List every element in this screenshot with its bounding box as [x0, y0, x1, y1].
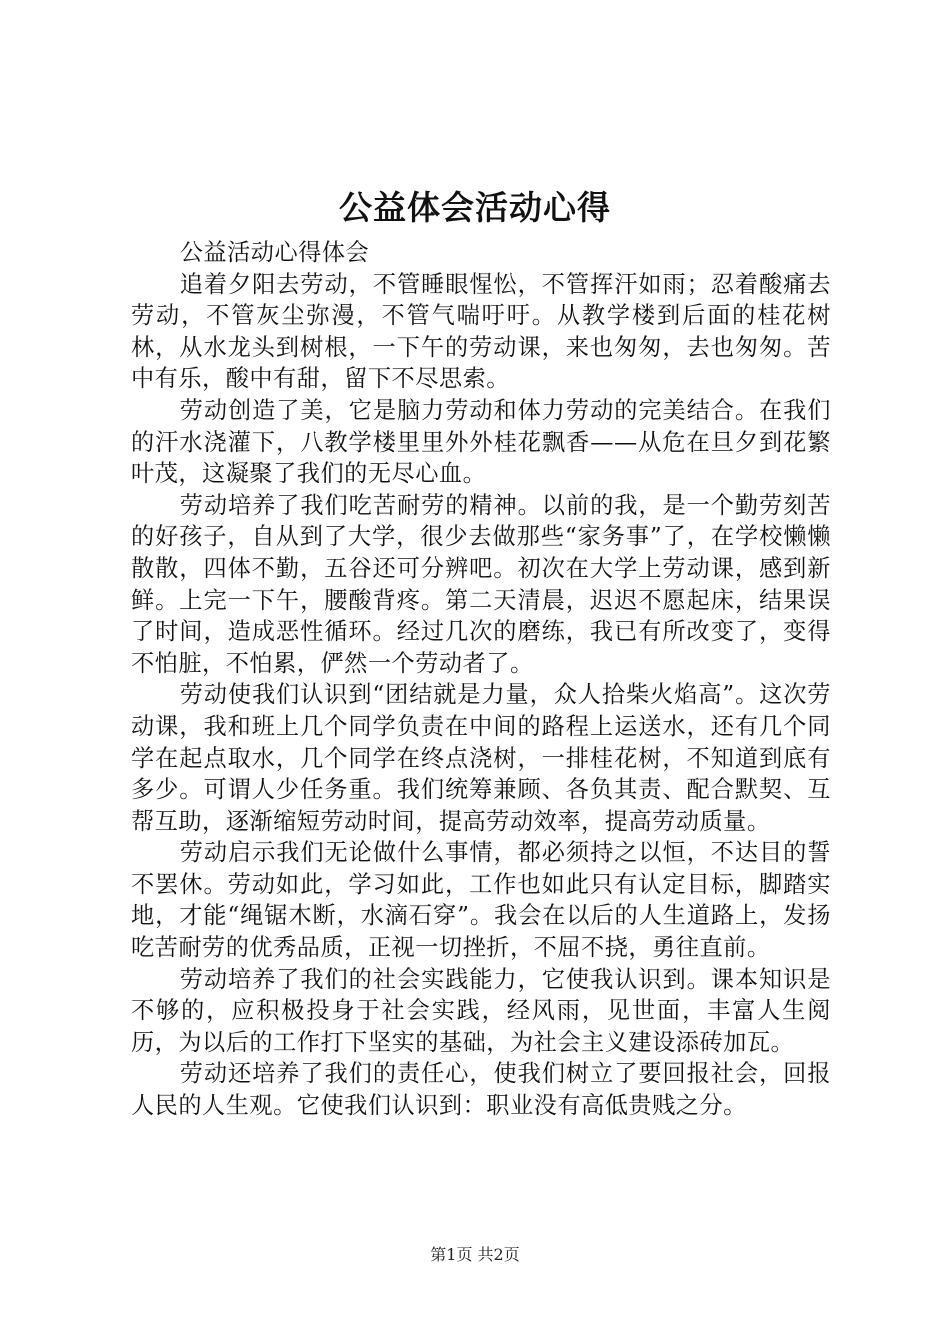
- paragraph: 劳动使我们认识到“团结就是力量，众人拾柴火焰高”。这次劳动课，我和班上几个同学负责在中间的路程上运送水，还有几个同学在起点取水，几个同学在终点浇树，一排桂花树，不知道到底有多少。可谓人少任务重。我们统筹兼顾、各负其责、配合默契、互帮互助，逐渐缩短劳动时间，提高劳动效率，提高劳动质量。: [131, 681, 831, 835]
- document-subtitle: 公益活动心得体会: [179, 239, 370, 266]
- document-title: 公益体会活动心得: [339, 188, 611, 227]
- paragraph: 劳动培养了我们吃苦耐劳的精神。以前的我，是一个勤劳刻苦的好孩子，自从到了大学，很少去做那些“家务事”了，在学校懒懒散散，四体不勤，五谷还可分辨吧。初次在大学上劳动课，感到新鲜。上完一下午，腰酸背疼。第二天清晨，迟迟不愿起床，结果误了时间，造成恶性循环。经过几次的磨练，我已有所改变了，变得不怕脏，不怕累，俨然一个劳动者了。: [131, 491, 831, 677]
- paragraph: 劳动还培养了我们的责任心，使我们树立了要回报社会，回报人民的人生观。它使我们认识到：职业没有高低贵贱之分。: [131, 1060, 831, 1120]
- paragraph: 劳动创造了美，它是脑力劳动和体力劳动的完美结合。在我们的汗水浇灌下，八教学楼里里外外桂花飘香——从危在旦夕到花繁叶茂，这凝聚了我们的无尽心血。: [131, 396, 831, 488]
- paragraph: 劳动培养了我们的社会实践能力，它使我认识到。课本知识是不够的，应积极投身于社会实践，经风雨，见世面，丰富人生阅历，为以后的工作打下坚实的基础，为社会主义建设添砖加瓦。: [131, 965, 831, 1056]
- paragraph: 追着夕阳去劳动，不管睡眼惺忪，不管挥汗如雨；忍着酸痛去劳动，不管灰尘弥漫，不管气喘吁吁。从教学楼到后面的桂花树林，从水龙头到树根，一下午的劳动课，来也匆匆，去也匆匆。苦中有乐，酸中有甜，留下不尽思索。: [131, 270, 831, 393]
- paragraph: 劳动启示我们无论做什么事情，都必须持之以恒，不达目的誓不罢休。劳动如此，学习如此，工作也如此只有认定目标，脚踏实地，才能“绳锯木断，水滴石穿”。我会在以后的人生道路上，发扬吃苦耐劳的优秀品质，正视一切挫折，不屈不挠，勇往直前。: [131, 839, 831, 962]
- document-body: [131, 237, 831, 1122]
- page-footer: 第1页 共2页: [430, 1245, 520, 1264]
